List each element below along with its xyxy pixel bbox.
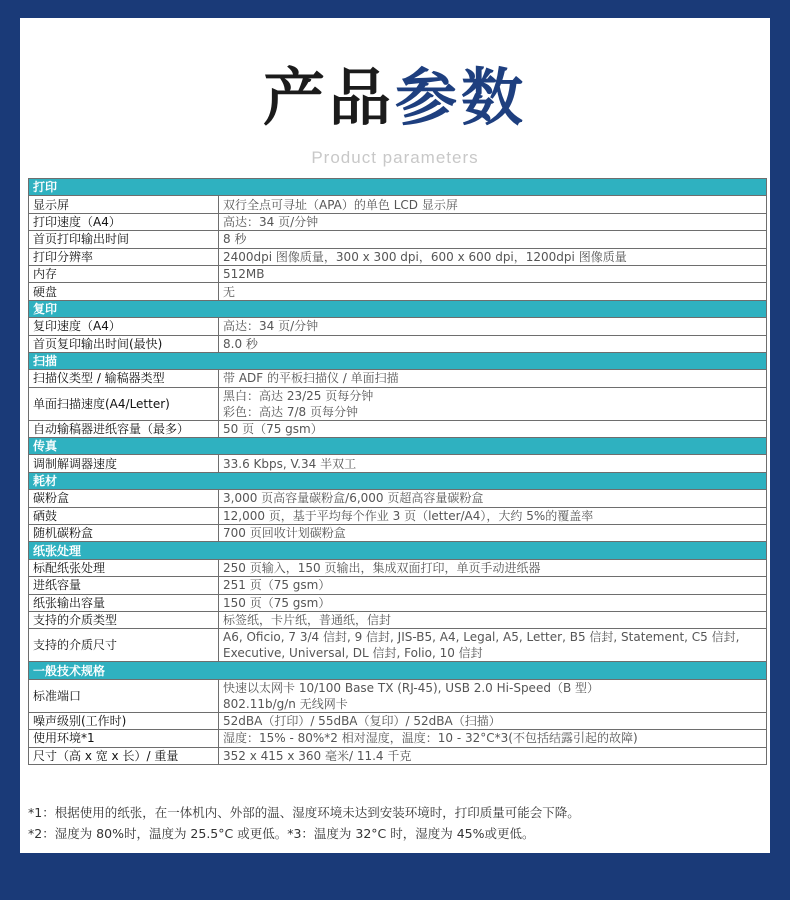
spec-row: [29, 265, 767, 282]
spec-label: 首页打印输出时间: [29, 231, 219, 248]
spec-value-line: 高达：34 页/分钟: [223, 214, 319, 229]
spec-value: [219, 747, 767, 764]
spec-value: [219, 318, 767, 335]
spec-value-line: 高达：34 页/分钟: [223, 319, 319, 334]
spec-label: 噪声级别(工作时): [29, 712, 219, 729]
footnotes: [28, 802, 768, 844]
spec-value: [219, 679, 767, 712]
section-header: [29, 662, 767, 679]
spec-row: [29, 231, 767, 248]
section-title: 传真: [29, 438, 767, 455]
spec-row: [29, 712, 767, 729]
spec-value-line: 湿度：15% - 80%*2 相对湿度，温度：10 - 32°C*3(不包括结露引起的故障): [223, 731, 638, 746]
spec-value: [219, 387, 767, 420]
spec-card: [20, 18, 770, 853]
spec-label: 进纸容量: [29, 577, 219, 594]
section-header: [29, 352, 767, 369]
section-title: 复印: [29, 300, 767, 317]
spec-value-line: 700 页回收计划碳粉盒: [223, 526, 346, 541]
spec-value: [219, 420, 767, 437]
spec-row: [29, 213, 767, 230]
spec-value-line: 50 页（75 gsm）: [223, 421, 323, 436]
footnote-1: *1：根据使用的纸张，在一体机内、外部的温、湿度环境未达到安装环境时，打印质量可能会下降。: [28, 805, 580, 820]
section-title: 耗材: [29, 472, 767, 489]
spec-value-line: 标签纸，卡片纸，普通纸，信封: [223, 613, 392, 628]
spec-value: [219, 490, 767, 507]
section-title: 一般技术规格: [29, 662, 767, 679]
spec-value-line: 带 ADF 的平板扫描仪 / 单面扫描: [223, 371, 399, 386]
spec-label: 扫描仪类型 / 输稿器类型: [29, 370, 219, 387]
spec-value: [219, 370, 767, 387]
spec-label: 纸张输出容量: [29, 594, 219, 611]
footnote-2: *2：湿度为 80%时，温度为 25.5°C 或更低。*3：温度为 32°C 时，湿度为 45%或更低。: [28, 826, 535, 841]
section-header: [29, 472, 767, 489]
spec-table: [28, 178, 767, 765]
spec-label: 硬盘: [29, 283, 219, 300]
spec-value: [219, 730, 767, 747]
spec-row: [29, 318, 767, 335]
spec-label: 调制解调器速度: [29, 455, 219, 472]
spec-value: [219, 594, 767, 611]
spec-value-line: 33.6 Kbps, V.34 半双工: [223, 456, 357, 471]
spec-value: [219, 196, 767, 213]
spec-value: [219, 265, 767, 282]
spec-label: 支持的介质类型: [29, 611, 219, 628]
spec-row: [29, 730, 767, 747]
spec-value-line: Executive, Universal, DL 信封, Folio, 10 信封: [223, 646, 483, 661]
spec-row: [29, 387, 767, 420]
spec-label: 复印速度（A4）: [29, 318, 219, 335]
spec-label: 硒鼓: [29, 507, 219, 524]
spec-row: [29, 507, 767, 524]
spec-label: 使用环境*1: [29, 730, 219, 747]
spec-label: 标配纸张处理: [29, 559, 219, 576]
section-header: [29, 300, 767, 317]
spec-value-line: 802.11b/g/n 无线网卡: [223, 696, 348, 711]
spec-label: 支持的介质尺寸: [29, 629, 219, 662]
spec-row: [29, 679, 767, 712]
spec-value: [219, 231, 767, 248]
page-title: [20, 58, 770, 138]
spec-value-line: 2400dpi 图像质量，300 x 300 dpi，600 x 600 dpi，1200dpi 图像质量: [223, 249, 627, 264]
spec-row: [29, 577, 767, 594]
spec-value-line: 512MB: [223, 267, 265, 282]
section-header: [29, 179, 767, 196]
title-part-1: 产品: [262, 61, 395, 134]
spec-label: 打印速度（A4）: [29, 213, 219, 230]
section-title: 扫描: [29, 352, 767, 369]
spec-label: 尺寸（高 x 宽 x 长）/ 重量: [29, 747, 219, 764]
spec-value-line: 150 页（75 gsm）: [223, 595, 331, 610]
spec-row: [29, 490, 767, 507]
spec-label: 标准端口: [29, 679, 219, 712]
spec-value-line: 250 页输入，150 页输出，集成双面打印，单页手动进纸器: [223, 561, 541, 575]
spec-label: 单面扫描速度(A4/Letter): [29, 387, 219, 420]
spec-row: [29, 283, 767, 300]
spec-value: [219, 283, 767, 300]
spec-value-line: A6, Oficio, 7 3/4 信封, 9 信封, JIS-B5, A4, Legal, A5, Letter, B5 信封, Statement, C5 信封,: [223, 630, 740, 645]
spec-value-line: 352 x 415 x 360 毫米/ 11.4 千克: [223, 748, 412, 763]
page-subtitle: Product parameters: [311, 148, 479, 167]
spec-value: [219, 629, 767, 662]
spec-value-line: 黑白：高达 23/25 页每分钟: [223, 388, 374, 403]
spec-value-line: 12,000 页，基于平均每个作业 3 页（letter/A4），大约 5%的覆盖率: [223, 508, 594, 523]
spec-value: [219, 248, 767, 265]
spec-value-line: 52dBA（打印）/ 55dBA（复印）/ 52dBA（扫描）: [223, 713, 501, 728]
title-part-2: 参数: [395, 61, 528, 134]
spec-label: 首页复印输出时间(最快): [29, 335, 219, 352]
spec-label: 打印分辨率: [29, 248, 219, 265]
spec-value: [219, 611, 767, 628]
section-title: 纸张处理: [29, 542, 767, 559]
spec-label: 自动输稿器进纸容量（最多）: [29, 420, 219, 437]
spec-value: [219, 507, 767, 524]
bottom-bar: [0, 853, 790, 900]
spec-value: [219, 712, 767, 729]
spec-row: [29, 611, 767, 628]
section-header: [29, 438, 767, 455]
spec-value-line: 快速以太网卡 10/100 Base TX (RJ-45), USB 2.0 Hi-Speed（B 型）: [223, 680, 599, 695]
spec-label: 内存: [29, 265, 219, 282]
spec-row: [29, 370, 767, 387]
spec-value-line: 251 页（75 gsm）: [223, 578, 331, 593]
section-header: [29, 542, 767, 559]
spec-row: [29, 629, 767, 662]
spec-row: [29, 420, 767, 437]
spec-value: [219, 335, 767, 352]
spec-value: [219, 455, 767, 472]
spec-value: [219, 577, 767, 594]
spec-label: 碳粉盒: [29, 490, 219, 507]
spec-value-line: 8.0 秒: [223, 336, 258, 351]
spec-row: [29, 335, 767, 352]
spec-row: [29, 196, 767, 213]
spec-row: [29, 747, 767, 764]
spec-value-line: 彩色：高达 7/8 页每分钟: [223, 404, 358, 419]
spec-row: [29, 559, 767, 576]
spec-row: [29, 248, 767, 265]
spec-value-line: 8 秒: [223, 232, 247, 247]
spec-value: [219, 559, 767, 576]
spec-value: [219, 525, 767, 542]
spec-value-line: 双行全点可寻址（APA）的单色 LCD 显示屏: [223, 197, 458, 212]
spec-label: 显示屏: [29, 196, 219, 213]
spec-value-line: 3,000 页高容量碳粉盒/6,000 页超高容量碳粉盒: [223, 491, 484, 506]
section-title: 打印: [29, 179, 767, 196]
spec-label: 随机碳粉盒: [29, 525, 219, 542]
spec-value-line: 无: [223, 284, 236, 299]
spec-row: [29, 455, 767, 472]
spec-row: [29, 594, 767, 611]
spec-row: [29, 525, 767, 542]
spec-value: [219, 213, 767, 230]
